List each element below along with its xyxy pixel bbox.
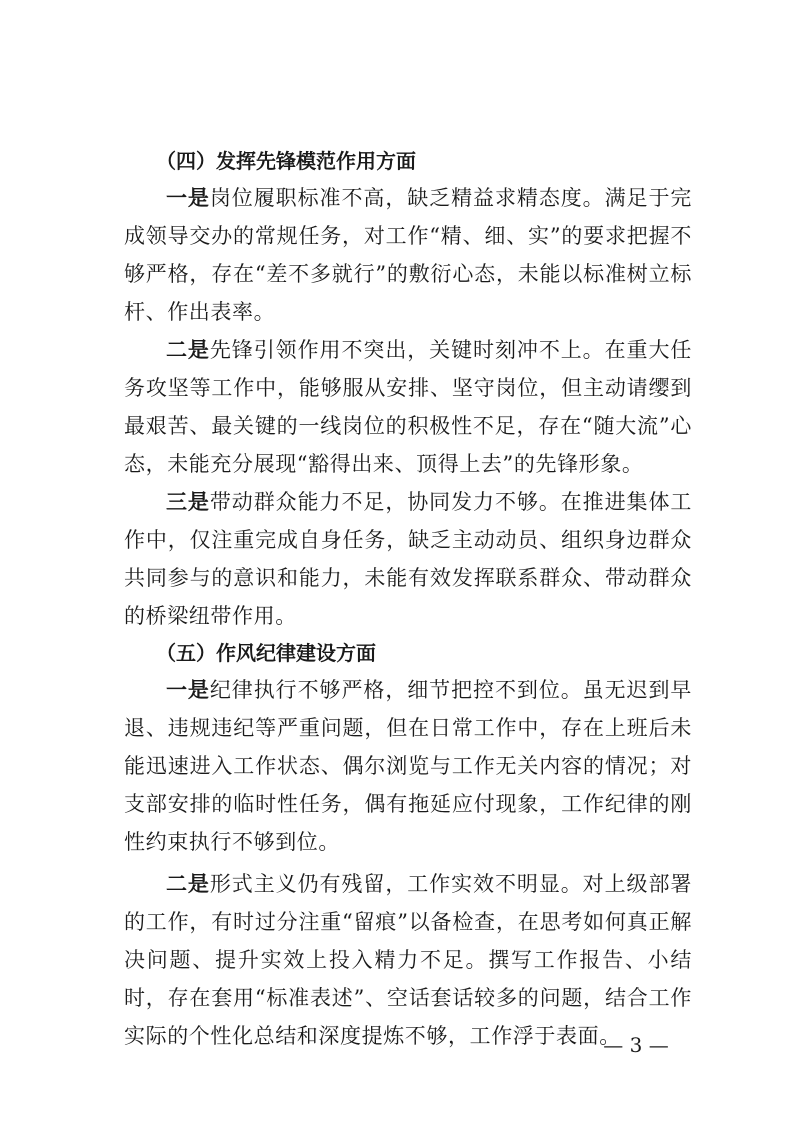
paragraph-text: 带动群众能力不足，协同发力不够。在推进集体工作中，仅注重完成自身任务，缺乏主动动员、组织身边群众共同参与的意识和能力，未能有效发挥联系群众、带动群众的桥梁纽带作用。 xyxy=(124,490,693,628)
paragraph-lead: 三是 xyxy=(166,489,210,514)
paragraph-text: 岗位履职标准不高，缺乏精益求精态度。满足于完成领导交办的常规任务，对工作“精、细、实”的要求把握不够严格，存在“差不多就行”的敷衍心态，未能以标准树立标杆、作出表率。 xyxy=(124,186,693,324)
paragraph-4-3 xyxy=(124,483,692,635)
paragraph-4-2 xyxy=(124,331,692,483)
page-number: — 3 — xyxy=(603,1033,669,1057)
paragraph-text: 先锋引领作用不突出，关键时刻冲不上。在重大任务攻坚等工作中，能够服从安排、坚守岗位，但主动请缨到最艰苦、最关键的一线岗位的积极性不足，存在“随大流”心态，未能充分展现“豁得出来、顶得上去”的先锋形象。 xyxy=(124,338,693,476)
paragraph-lead: 一是 xyxy=(166,677,210,702)
paragraph-5-2 xyxy=(124,865,692,1055)
paragraph-text: 形式主义仍有残留，工作实效不明显。对上级部署的工作，有时过分注重“留痕”以备检查，在思考如何真正解决问题、提升实效上投入精力不足。撰写工作报告、小结时，存在套用“标准表述”、空话套话较多的问题，结合工作实际的个性化总结和深度提炼不够，工作浮于表面。 xyxy=(124,872,693,1048)
section-heading-4: （四）发挥先锋模范作用方面 xyxy=(156,149,416,173)
paragraph-lead: 二是 xyxy=(166,871,210,896)
paragraph-4-1 xyxy=(124,179,692,331)
section-heading-5: （五）作风纪律建设方面 xyxy=(156,641,376,665)
paragraph-5-1 xyxy=(124,671,692,861)
paragraph-lead: 一是 xyxy=(166,185,210,210)
paragraph-lead: 二是 xyxy=(166,337,210,362)
paragraph-text: 纪律执行不够严格，细节把控不到位。虽无迟到早退、违规违纪等严重问题，但在日常工作中，存在上班后未能迅速进入工作状态、偶尔浏览与工作无关内容的情况；对支部安排的临时性任务，偶有拖延应付现象，工作纪律的刚性约束执行不够到位。 xyxy=(124,678,693,854)
document-body xyxy=(124,143,692,1055)
